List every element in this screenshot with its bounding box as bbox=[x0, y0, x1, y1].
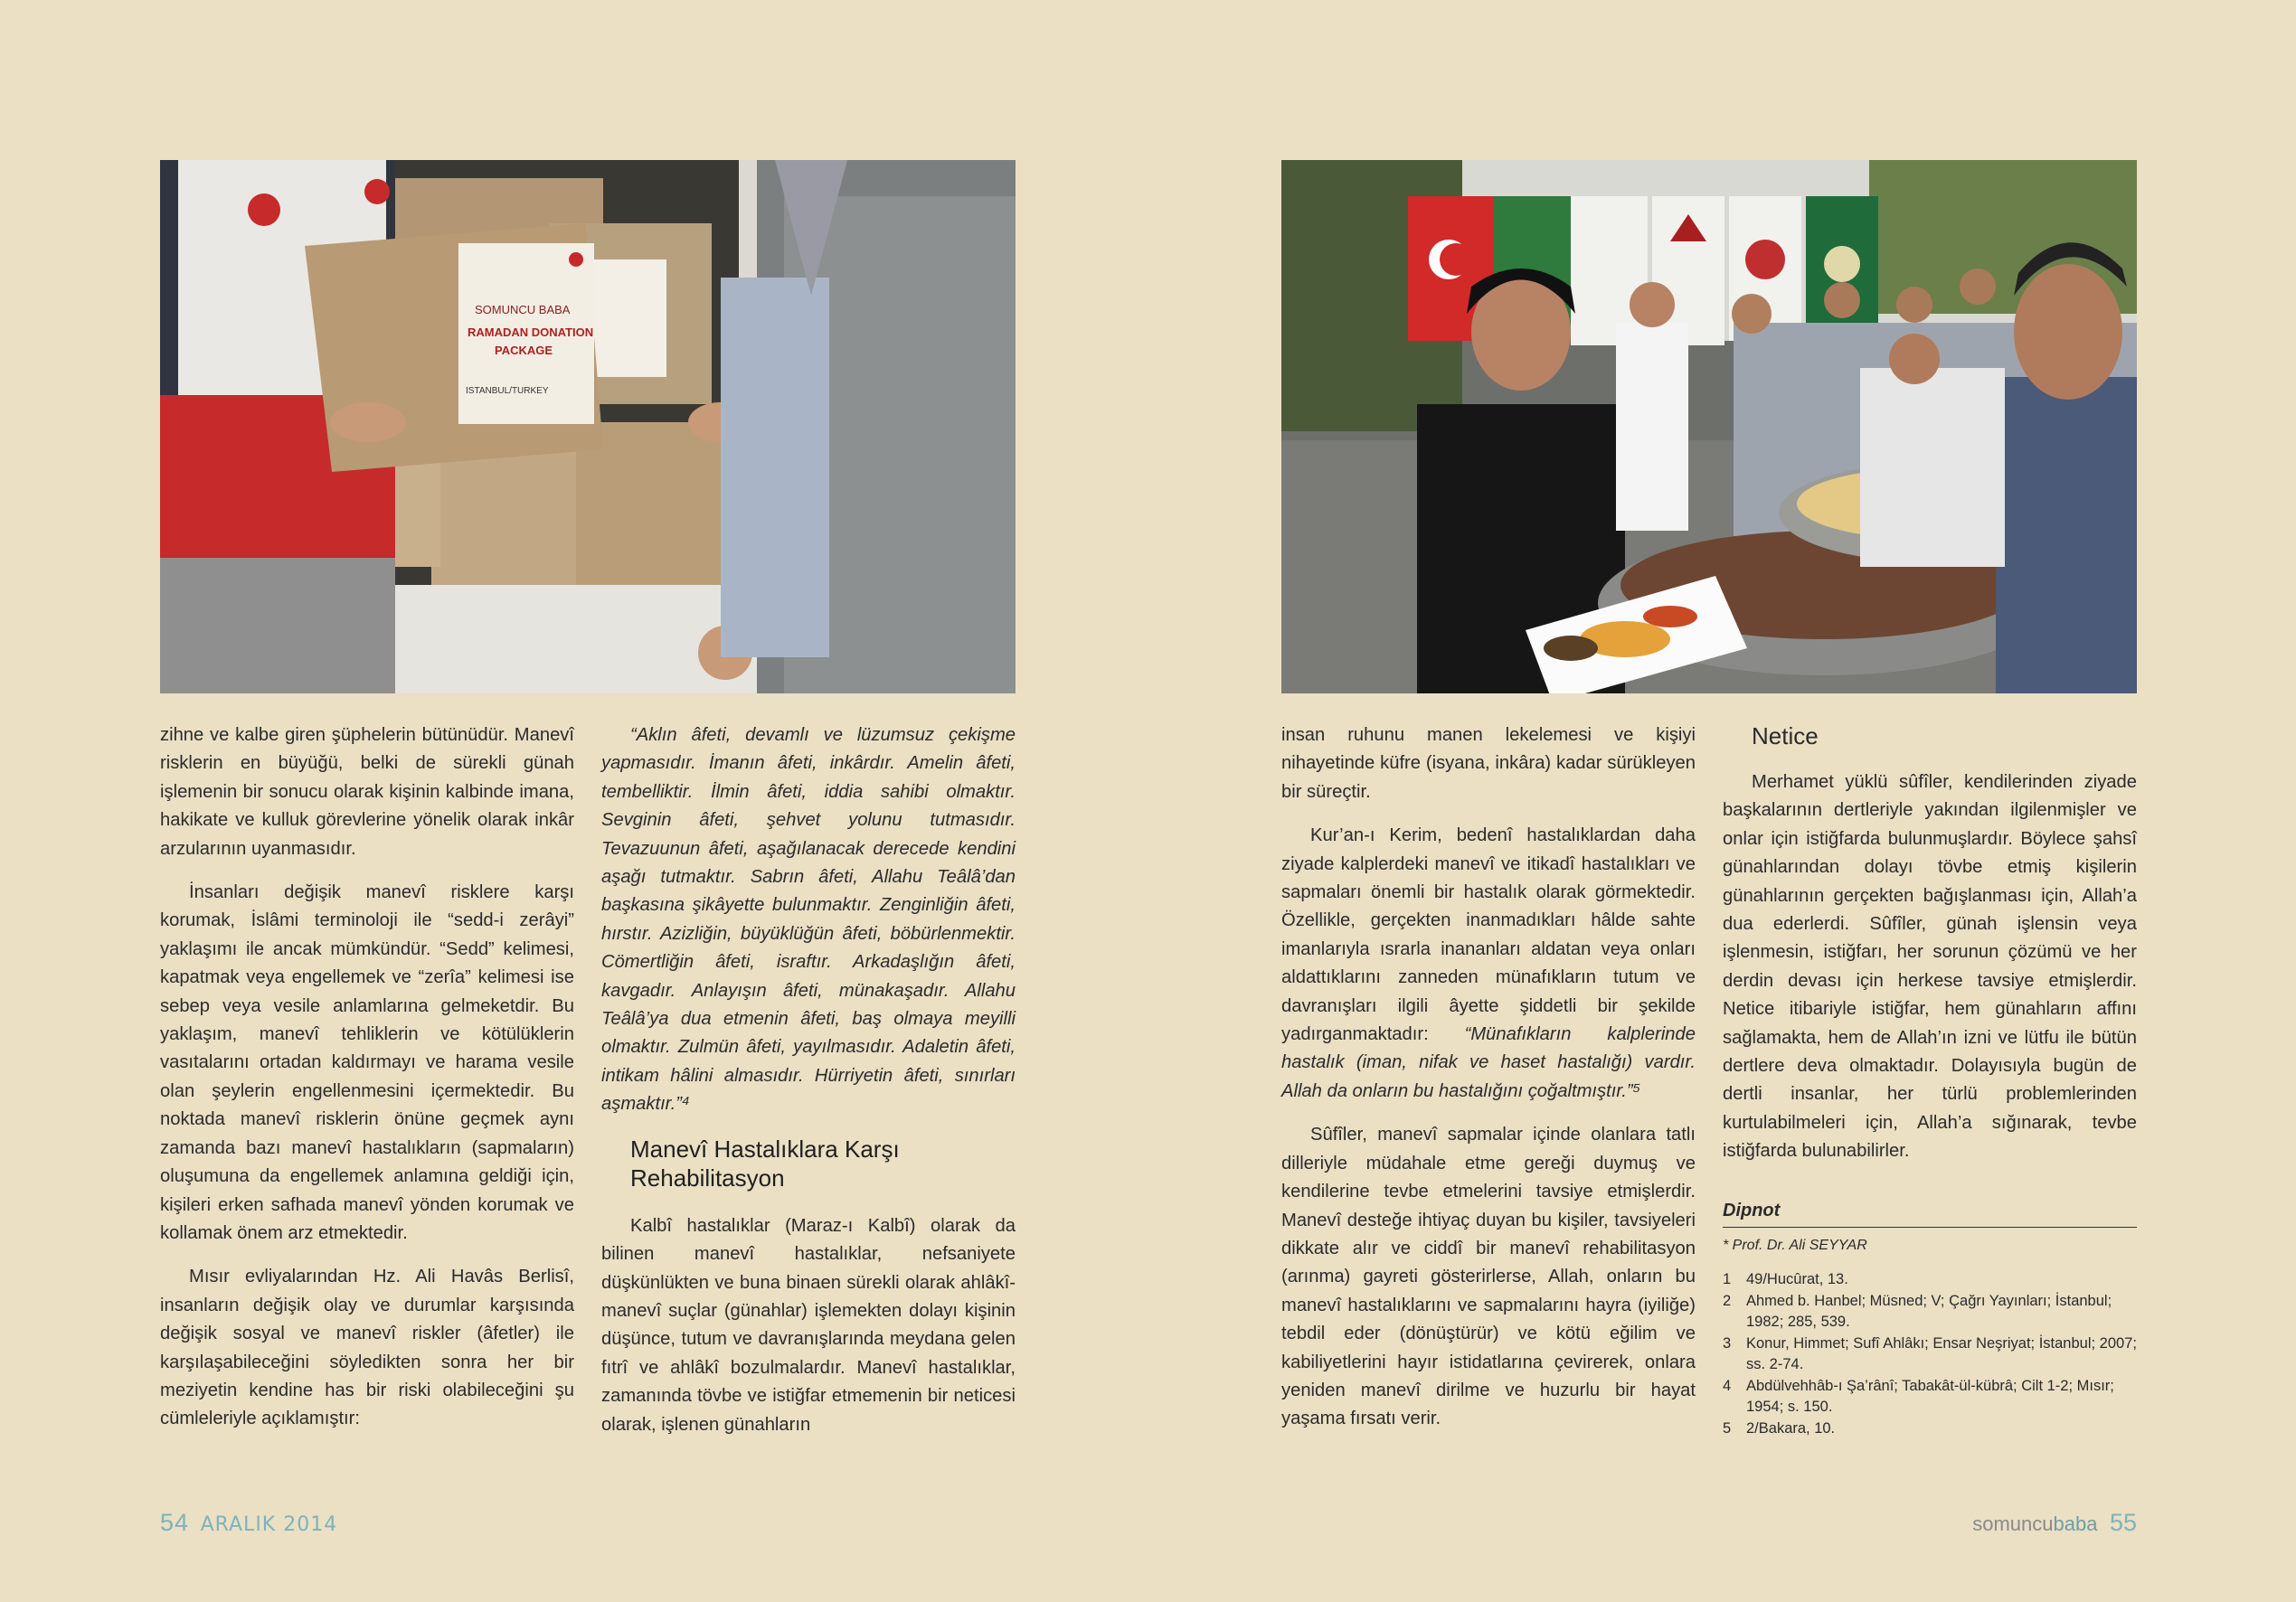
section-heading: Manevî Hastalıklara Karşı Rehabilitasyon bbox=[630, 1135, 900, 1192]
footnote-text: 49/Hucûrat, 13. bbox=[1746, 1270, 1848, 1287]
footnote bbox=[1723, 1418, 2137, 1439]
donation-photo bbox=[160, 160, 1016, 693]
footnote-number: 4 bbox=[1723, 1378, 1732, 1394]
issue-date: ARALIK 2014 bbox=[200, 1513, 338, 1536]
box-label: RAMADAN DONATION bbox=[468, 325, 594, 339]
paragraph: Sûfîler, manevî sapmalar içinde olanlara tatlı dilleriyle müdahale etme gereği duymuş ve kendilerine tevbe etmelerini tavsiye etmişlerdir. Manevî desteğe ihtiyaç duyan bu kişiler, tavsiyeleri dikkate alır ve ciddî bir manevî rehabilitasyon (arınma) gayreti gösterirlerse, Allah, onların bu manevî hastalıklarını ve sapmalarını hayra (iyiliğe) tebdil eder (dönüştürür) ve kötü eğilim ve kabiliyetlerini hayır istidatlarına çevirerek, onlara yeniden manevî dirilme ve huzurlu bir hayat yaşama fırsatı verir. bbox=[1281, 1125, 1696, 1429]
box-label: PACKAGE bbox=[495, 344, 553, 357]
footnote-number: 3 bbox=[1723, 1335, 1732, 1352]
text-column-2 bbox=[601, 721, 1016, 1455]
page-number: 54 bbox=[160, 1509, 190, 1536]
text-column-3 bbox=[1281, 721, 1696, 1449]
paragraph: Kalbî hastalıklar (Maraz-ı Kalbî) olarak da bilinen manevî hastalıklar, nefsaniyete düşkünlükten ve buna binaen sürekli olarak ahlâkî-manevî suçlar (günahlar) işlemekten dolayı kişinin düşünce, tutum ve davranışlarında meydana gelen fıtrî ve ahlâkî bozulmalardır. Manevî hastalıklar, zamanında tövbe ve istiğfar etmemenin bir neticesi olarak, işlenen günahların bbox=[601, 1215, 1016, 1435]
section-heading: Netice bbox=[1752, 722, 1819, 749]
text-column-4 bbox=[1723, 721, 2137, 1441]
footnote-number: 5 bbox=[1723, 1420, 1732, 1437]
logo-part: baba bbox=[2053, 1512, 2098, 1535]
page-folio-left bbox=[160, 1509, 337, 1537]
footnote-number: 1 bbox=[1723, 1270, 1732, 1287]
paragraph: İnsanları değişik manevî risklere karşı korumak, İslâmi terminoloji ile “sedd-i zerâyi” yaklaşımı ile ancak mümkündür. “Sedd” kelimesi, kapatmak veya engellemek ve “zerîa” kelimesi ise sebep veya vesile anlamlarına gelmeketdir. Bu yaklaşım, manevî tehliklerin ve kötülüklerin vasıtalarını ortadan kaldırmayı ve harama vesile olan şeylerin engellenmesini içermektedir. Bu noktada manevî risklerin önüne geçmek aynı zamanda bazı manevî hastalıkların (sapmaların) oluşumuna da engellemek anlamına geldiği için, kişileri erken safhada manevî yönden korumak ve kollamak önem arz etmektedir. bbox=[160, 882, 574, 1243]
paragraph bbox=[1281, 822, 1696, 1106]
footnote-text: 2/Bakara, 10. bbox=[1746, 1420, 1836, 1437]
paragraph: insan ruhunu manen lekelemesi ve kişiyi nihayetinde küfre (isyana, inkâra) kadar sürükleyen bir süreçtir. bbox=[1281, 725, 1696, 802]
footnotes-title: Dipnot bbox=[1723, 1197, 2137, 1228]
footnote-number: 2 bbox=[1723, 1293, 1732, 1309]
paragraph: Mısır evliyalarından Hz. Ali Havâs Berlisî, insanların değişik olay ve durumlar karşısında değişik sosyal ve manevî riskler (âfetler) ile karşılaşabileceğini söyledikten sonra her bir meziyetin kendine has bir riski olabileceğini şu cümleleriyle açıklamıştır: bbox=[160, 1267, 574, 1429]
footnote bbox=[1723, 1291, 2137, 1332]
quran-quote: “Münafıkların kalplerinde hastalık (iman, nifak ve haset hastalığı) vardır. Allah da onların bu hastalığını çoğaltmıştır.”⁵ bbox=[1281, 1024, 1696, 1101]
box-label: ISTANBUL/TURKEY bbox=[466, 386, 549, 396]
magazine-logo bbox=[1972, 1512, 2097, 1535]
footnote-text: Abdülvehhâb-ı Şa’rânî; Tabakât-ül-kübrâ; Cilt 1-2; Mısır; 1954; s. 150. bbox=[1746, 1378, 2114, 1415]
paragraph: Merhamet yüklü sûfîler, kendilerinden ziyade başkalarının dertleriyle yakından ilgilenmişler ve onlar için istiğfarda bulunmuşlardır. Böylece şahsî günahlarından dolayı tövbe etmiş kişilerin günahlarının gerçekten bağışlanması için, Allah’a dua ederlerdi. Sûfîler, günah işlensin veya işlenmesin, istiğfarı, her sorunun çözümü ve her derdin devası için herkese tavsiye etmişlerdir. Netice itibariyle istiğfar, hem günahların affını sağlamakta, hem de Allah’ın izni ve lütfu ile bütün dertlere deva olmaktadır. Dolayısıyla bugün de dertli insanlar, her türlü problemlerinden kurtulabilmeleri için, Allah’a sığınarak, tevbe istiğfarda bulunabilirler. bbox=[1723, 772, 2137, 1162]
box-label: SOMUNCU BABA bbox=[475, 303, 571, 316]
footnote-text: Konur, Himmet; Sufî Ahlâkı; Ensar Neşriyat; İstanbul; 2007; ss. 2-74. bbox=[1746, 1335, 2137, 1372]
footnote bbox=[1723, 1269, 2137, 1290]
quote-paragraph: “Aklın âfeti, devamlı ve lüzumsuz çekişme yapmasıdır. İmanın âfeti, inkârdır. Amelin âfeti, tembelliktir. İlmin âfeti, iddia sahibi olmaktır. Sevginin âfeti, şehvet yolunu tutmasıdır. Tevazuunun âfeti, aşağılanacak derecede kendini aşağı tutmaktır. Sabrın âfeti, Allahu Teâlâ’dan başkasına şikâyette bulunmaktır. Zenginliğin âfeti, hırstır. Azizliğin, büyüklüğün âfeti, böbürlenmektir. Cömertliğin âfeti, israftır. Arkadaşlığın âfeti, kavgadır. Anlayışın âfeti, münakaşadır. Allahu Teâlâ’ya dua etmenin âfeti, baş olmaya meyilli olmaktır. Zulmün âfeti, yayılmasıdır. Adaletin âfeti, intikam hâlini almasıdır. Hürriyetin âfeti, sınırları aşmaktır.”⁴ bbox=[601, 725, 1016, 1115]
footnote bbox=[1723, 1376, 2137, 1417]
page-number: 55 bbox=[2109, 1509, 2137, 1536]
paragraph: zihne ve kalbe giren şüphelerin bütünüdür. Manevî risklerin en büyüğü, belki de sürekli günah işlemenin bir sonucu olarak kişinin kalbinde imana, hakikate ve kulluk görevlerine yönelik olarak inkâr arzularının uyanmasıdır. bbox=[160, 725, 574, 859]
logo-part: somuncu bbox=[1972, 1512, 2054, 1535]
author-note: * Prof. Dr. Ali SEYYAR bbox=[1723, 1238, 1867, 1254]
page-folio-right bbox=[1972, 1509, 2137, 1537]
footnote-text: Ahmed b. Hanbel; Müsned; V; Çağrı Yayınları; İstanbul; 1982; 285, 539. bbox=[1746, 1293, 2112, 1330]
text-column-1 bbox=[160, 721, 574, 1449]
paragraph-text: Kur’an-ı Kerim, bedenî hastalıklardan daha ziyade kalplerdeki manevî ve itikadî hastalıkları ve sapmaları önemli bir hastalık olarak görmektedir. Özellikle, gerçekten inanmadıkları hâlde sahte imanlarıyla ısrarla inananları aldatan veya onları aldattıklarını zanneden münafıkların tutum ve davranışları ilgili âyette şiddetli bir şekilde yadırganmaktadır: bbox=[1281, 825, 1696, 1045]
food-distribution-photo bbox=[1281, 160, 2137, 693]
footnote bbox=[1723, 1333, 2137, 1374]
